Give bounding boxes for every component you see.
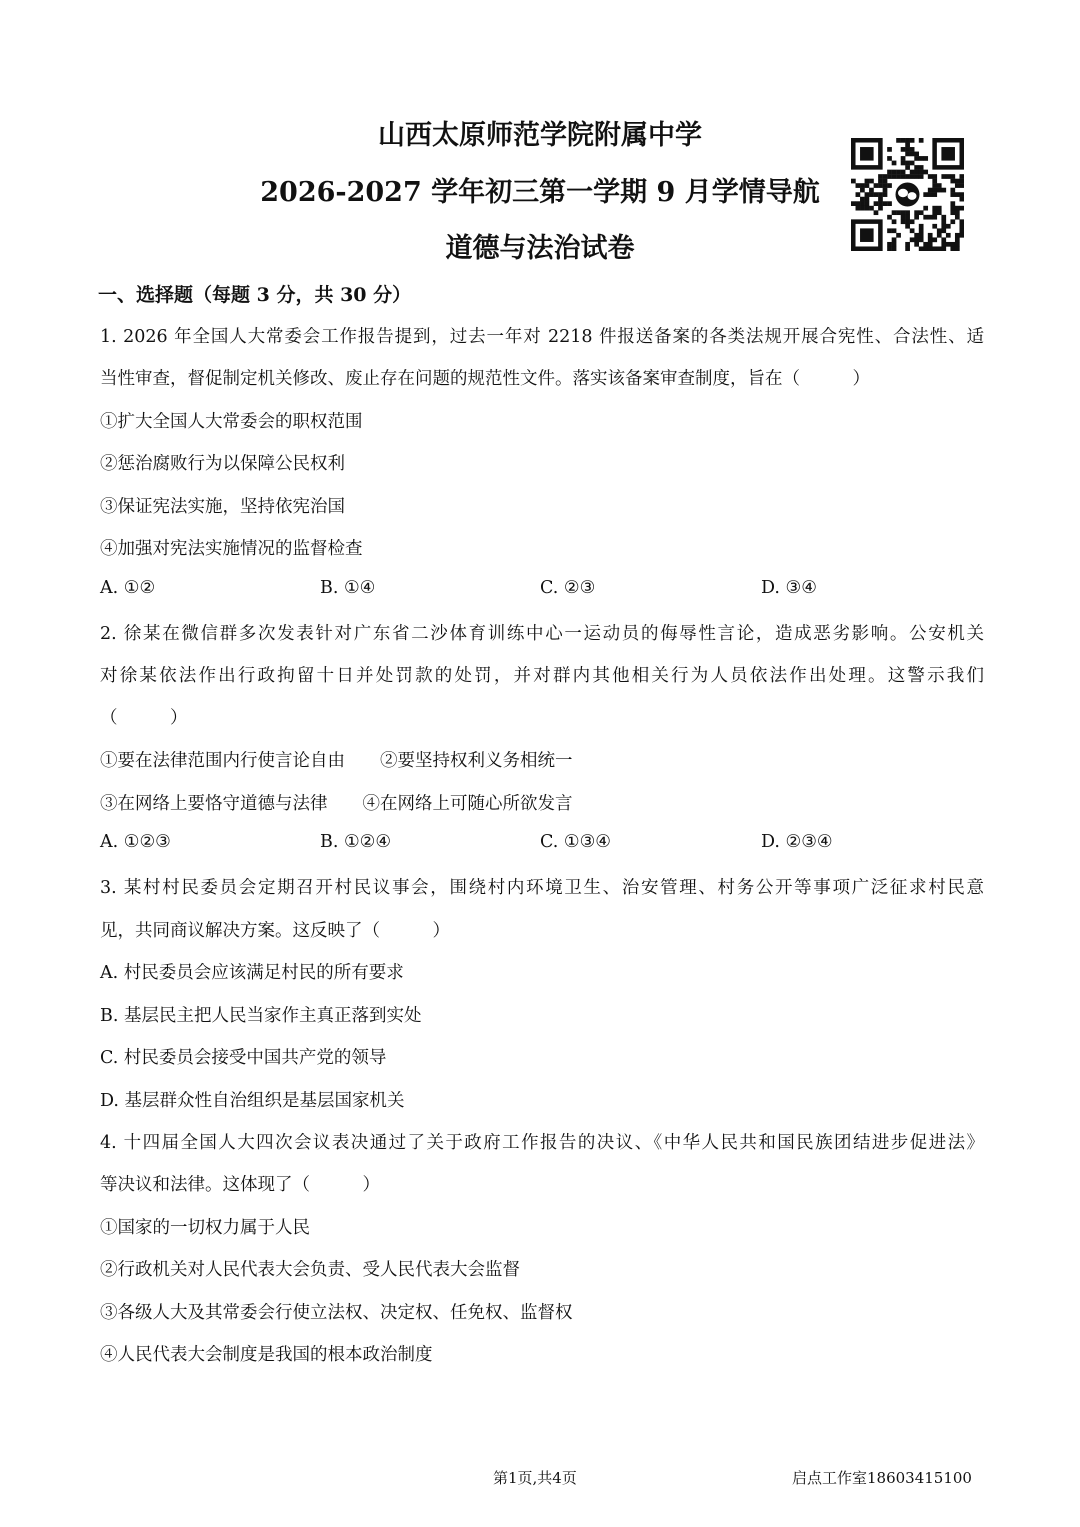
q4-stem-line-2: 等决议和法律。这体现了（ ） bbox=[100, 1175, 380, 1195]
q2-item-1: ①要在法律范围内行使言论自由 ②要坚持权利义务相统一 bbox=[100, 751, 573, 771]
q4-item-1: ①国家的一切权力属于人民 bbox=[100, 1218, 310, 1238]
q2-option-b: B. ①②④ bbox=[320, 832, 392, 852]
exam-title: 2026-2027 学年初三第一学期 9 月学情导航 bbox=[260, 177, 820, 208]
q4-item-2: ②行政机关对人民代表大会负责、受人民代表大会监督 bbox=[100, 1260, 520, 1280]
qr-code-icon bbox=[851, 138, 964, 251]
q3-option-d: D. 基层群众性自治组织是基层国家机关 bbox=[100, 1091, 405, 1111]
q1-option-d: D. ③④ bbox=[761, 578, 817, 598]
q2-option-a: A. ①②③ bbox=[100, 832, 171, 852]
q1-option-c: C. ②③ bbox=[540, 578, 596, 598]
q1-option-b: B. ①④ bbox=[320, 578, 376, 598]
studio-contact: 启点工作室18603415100 bbox=[792, 1469, 972, 1487]
q4-stem-line-1: 4. 十四届全国人大四次会议表决通过了关于政府工作报告的决议、《中华人民共和国民族团结进步促进法》 bbox=[100, 1133, 984, 1153]
q2-stem-line-1: 2. 徐某在微信群多次发表针对广东省二沙体育训练中心一运动员的侮辱性言论，造成恶劣影响。公安机关 bbox=[100, 624, 984, 644]
q3-option-b: B. 基层民主把人民当家作主真正落到实处 bbox=[100, 1006, 422, 1026]
page-number: 第1页,共4页 bbox=[493, 1469, 577, 1487]
section-heading: 一、选择题（每题 3 分，共 30 分） bbox=[98, 284, 412, 306]
q4-item-3: ③各级人大及其常委会行使立法权、决定权、任免权、监督权 bbox=[100, 1303, 573, 1323]
q3-stem-line-2: 见，共同商议解决方案。这反映了（ ） bbox=[100, 921, 450, 941]
q1-item-1: ①扩大全国人大常委会的职权范围 bbox=[100, 412, 363, 432]
q2-item-2: ③在网络上要恪守道德与法律 ④在网络上可随心所欲发言 bbox=[100, 794, 573, 814]
q1-item-4: ④加强对宪法实施情况的监督检查 bbox=[100, 539, 363, 559]
q1-stem-line-2: 当性审查，督促制定机关修改、废止存在问题的规范性文件。落实该备案审查制度，旨在（ ） bbox=[100, 369, 870, 389]
q1-stem-line-1: 1. 2026 年全国人大常委会工作报告提到，过去一年对 2218 件报送备案的各类法规开展合宪性、合法性、适 bbox=[100, 327, 984, 347]
q2-option-c: C. ①③④ bbox=[540, 832, 611, 852]
q3-stem-line-1: 3. 某村村民委员会定期召开村民议事会，围绕村内环境卫生、治安管理、村务公开等事项广泛征求村民意 bbox=[100, 878, 984, 898]
q2-option-d: D. ②③④ bbox=[761, 832, 833, 852]
q1-item-2: ②惩治腐败行为以保障公民权利 bbox=[100, 454, 345, 474]
school-name: 山西太原师范学院附属中学 bbox=[378, 120, 702, 151]
q3-option-a: A. 村民委员会应该满足村民的所有要求 bbox=[100, 963, 404, 983]
subject-title: 道德与法治试卷 bbox=[445, 233, 635, 264]
q3-option-c: C. 村民委员会接受中国共产党的领导 bbox=[100, 1048, 387, 1068]
q1-item-3: ③保证宪法实施，坚持依宪治国 bbox=[100, 497, 345, 517]
q4-item-4: ④人民代表大会制度是我国的根本政治制度 bbox=[100, 1345, 433, 1365]
q2-stem-line-3: （ ） bbox=[100, 708, 188, 728]
q1-option-a: A. ①② bbox=[100, 578, 156, 598]
q2-stem-line-2: 对徐某依法作出行政拘留十日并处罚款的处罚，并对群内其他相关行为人员依法作出处理。这警示我们 bbox=[100, 666, 984, 686]
